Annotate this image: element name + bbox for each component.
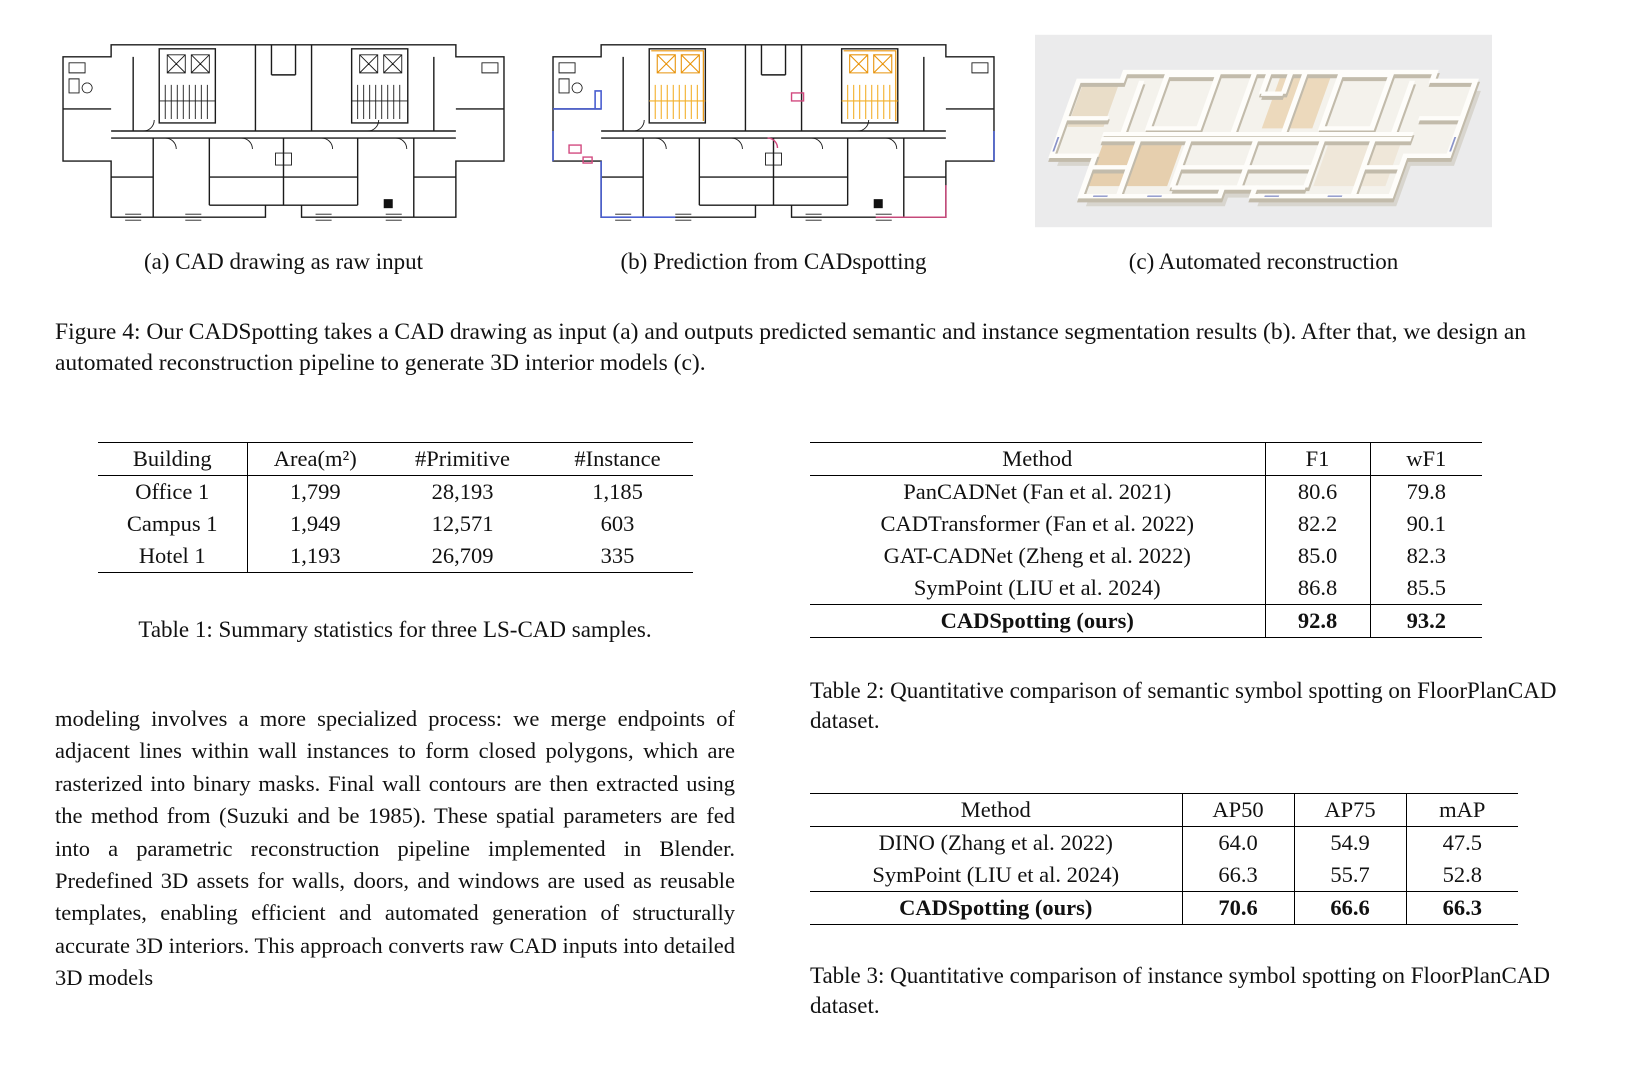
table-cell: 90.1 xyxy=(1406,510,1446,536)
table-cell: SymPoint (LIU et al. 2024) xyxy=(810,572,1265,605)
table-cell: AP50 xyxy=(1182,793,1294,826)
table-row-ours xyxy=(810,891,1518,924)
table-header-row xyxy=(98,442,693,475)
table-row xyxy=(810,508,1482,540)
table-2 xyxy=(810,442,1482,638)
table-cell: 82.3 xyxy=(1406,542,1446,568)
table-cell: 1,949 xyxy=(289,510,341,536)
table-cell: 52.8 xyxy=(1442,861,1482,887)
table-cell: 66.6 xyxy=(1294,891,1406,924)
table-cell: AP75 xyxy=(1294,793,1406,826)
table-1 xyxy=(98,442,693,573)
table-cell: 79.8 xyxy=(1406,478,1446,504)
table-header-row xyxy=(810,793,1518,826)
table-cell: 85.5 xyxy=(1406,574,1446,600)
table-cell: CADTransformer (Fan et al. 2022) xyxy=(810,508,1265,540)
table-row xyxy=(810,475,1482,508)
table-cell: Area(m²) xyxy=(248,442,383,475)
automated-3d-reconstruction-image xyxy=(1035,28,1492,234)
table-row xyxy=(98,508,693,540)
table-cell: 64.0 xyxy=(1182,826,1294,859)
table-cell: wF1 xyxy=(1370,442,1482,475)
table-cell: F1 xyxy=(1265,442,1370,475)
table-cell: CADSpotting (ours) xyxy=(810,604,1265,637)
table-row xyxy=(810,572,1482,605)
table-row xyxy=(98,540,693,573)
left-column xyxy=(55,438,735,1022)
table-row xyxy=(810,826,1518,859)
table-cell: 1,185 xyxy=(592,478,643,504)
subcaption-a: (a) CAD drawing as raw input xyxy=(143,249,424,274)
table-3-caption: Table 3: Quantitative comparison of instance symbol spotting on FloorPlanCAD dataset. xyxy=(810,962,1551,1019)
cad-raw-input-image xyxy=(55,28,512,234)
table-cell: 28,193 xyxy=(431,478,494,504)
subcaption-c: (c) Automated reconstruction xyxy=(1128,249,1399,274)
table-cell: 86.8 xyxy=(1265,572,1370,605)
subfigure-a xyxy=(55,28,512,275)
table-cell: Building xyxy=(98,442,248,475)
table-row xyxy=(810,859,1518,892)
table-cell: Method xyxy=(810,793,1182,826)
table-cell: Hotel 1 xyxy=(98,540,248,573)
table-cell: 603 xyxy=(600,510,635,536)
subfigure-c xyxy=(1035,28,1492,275)
table-cell: 1,193 xyxy=(289,542,341,568)
table-cell: SymPoint (LIU et al. 2024) xyxy=(810,859,1182,892)
table-cell: 82.2 xyxy=(1265,508,1370,540)
table-cell: #Primitive xyxy=(383,442,543,475)
table-cell: 66.3 xyxy=(1406,891,1518,924)
subfigure-b xyxy=(545,28,1002,275)
right-column xyxy=(810,438,1596,1022)
body-paragraph: modeling involves a more specialized process: we merge endpoints of adjacent lines within wall instances to form closed polygons, which are rasterized into binary masks. Final wall contours are then extracted using the method from (Suzuki and be 1985). These spatial parameters are fed into a parametric reconstruction pipeline implemented in Blender. Predefined 3D assets for walls, doors, and windows are used as reusable templates, enabling efficient and automated generation of structurally accurate 3D interiors. This approach converts raw CAD inputs into detailed 3D models xyxy=(55,706,736,991)
table-cell: 12,571 xyxy=(431,510,494,536)
figure-4-row xyxy=(55,28,1492,275)
table-cell: 80.6 xyxy=(1265,475,1370,508)
figure-4-caption: Figure 4: Our CADSpotting takes a CAD drawing as input (a) and outputs predicted semantic and instance segmentation results (b). After that, we design an automated reconstruction pipeline to generate 3D interior models (c). xyxy=(55,319,1527,377)
table-1-caption: Table 1: Summary statistics for three LS-CAD samples. xyxy=(138,616,652,642)
table-header-row xyxy=(810,442,1482,475)
table-cell: 66.3 xyxy=(1182,859,1294,892)
table-cell: Method xyxy=(810,442,1265,475)
table-cell: 70.6 xyxy=(1182,891,1294,924)
table-cell: DINO (Zhang et al. 2022) xyxy=(810,826,1182,859)
table-3 xyxy=(810,793,1518,925)
table-cell: 335 xyxy=(600,542,635,568)
two-column-layout xyxy=(55,438,1651,1022)
table-cell: GAT-CADNet (Zheng et al. 2022) xyxy=(810,540,1265,572)
table-cell: 26,709 xyxy=(431,542,494,568)
paper-page xyxy=(0,28,1651,1075)
table-cell: 92.8 xyxy=(1265,604,1370,637)
table-cell: Campus 1 xyxy=(98,508,248,540)
table-cell: CADSpotting (ours) xyxy=(810,891,1182,924)
table-row-ours xyxy=(810,604,1482,637)
table-row xyxy=(810,540,1482,572)
table-cell: #Instance xyxy=(543,442,693,475)
subcaption-b: (b) Prediction from CADspotting xyxy=(620,249,927,274)
table-cell: mAP xyxy=(1406,793,1518,826)
table-cell: 85.0 xyxy=(1265,540,1370,572)
table-cell: Office 1 xyxy=(98,475,248,508)
table-cell: PanCADNet (Fan et al. 2021) xyxy=(810,475,1265,508)
table-cell: 54.9 xyxy=(1294,826,1406,859)
table-cell: 93.2 xyxy=(1370,604,1482,637)
table-cell: 55.7 xyxy=(1294,859,1406,892)
table-cell: 47.5 xyxy=(1442,829,1482,855)
cadspotting-prediction-image xyxy=(545,28,1002,234)
table-cell: 1,799 xyxy=(289,478,341,504)
table-row xyxy=(98,475,693,508)
table-2-caption: Table 2: Quantitative comparison of semantic symbol spotting on FloorPlanCAD dataset. xyxy=(810,677,1557,734)
